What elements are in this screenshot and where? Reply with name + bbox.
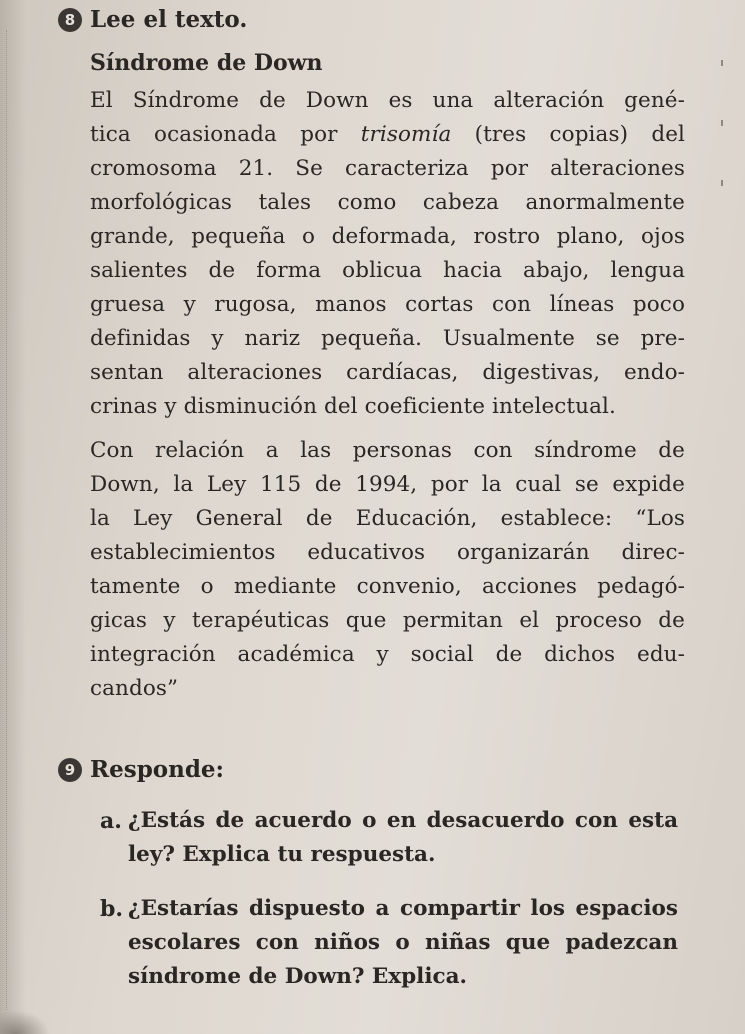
text-line: salientes de forma oblicua hacia abajo, lengua [90, 258, 685, 283]
text-line: sentan alteraciones cardíacas, digestivas, endo- [90, 360, 685, 385]
bottom-corner-shadow [0, 1010, 50, 1034]
question-line: ¿Estás de acuerdo o en desacuerdo con esta [128, 808, 678, 833]
text-line: grande, pequeña o deformada, rostro plano, ojos [90, 224, 685, 249]
text-line: tamente o mediante convenio, acciones pedagó- [90, 574, 685, 599]
edge-mark [721, 60, 723, 66]
emphasized-term: trisomía [360, 122, 452, 147]
question-line: síndrome de Down? Explica. [128, 964, 468, 989]
question-line: ley? Explica tu respuesta. [128, 842, 436, 867]
text-line: gruesa y rugosa, manos cortas con líneas poco [90, 292, 685, 317]
margin-dotted-line [6, 30, 11, 1010]
text-line: gicas y terapéuticas que permitan el proceso de [90, 608, 685, 633]
text-line: integración académica y social de dichos edu- [90, 642, 685, 667]
question-letter: b. [100, 896, 124, 922]
page-gutter-shadow [0, 0, 26, 1034]
question-letter: a. [100, 808, 122, 834]
text-line: la Ley General de Educación, establece: “Los [90, 506, 685, 531]
text-line: definidas y nariz pequeña. Usualmente se pre- [90, 326, 685, 351]
exercise-instruction: Lee el texto. [90, 6, 248, 33]
text-line: tica ocasionada por trisomía (tres copias) del [90, 122, 685, 147]
text-line: Con relación a las personas con síndrome de [90, 438, 685, 463]
question-line: escolares con niños o niñas que padezcan [128, 930, 678, 955]
exercise-instruction: Responde: [90, 756, 225, 783]
article-title: Síndrome de Down [90, 50, 323, 76]
text-line: El Síndrome de Down es una alteración gené- [90, 88, 685, 113]
edge-mark [721, 180, 723, 186]
text-line: establecimientos educativos organizarán direc- [90, 540, 685, 565]
text-line: crinas y disminución del coeficiente intelectual. [90, 394, 616, 419]
question-line: ¿Estarías dispuesto a compartir los espacios [128, 896, 678, 921]
text-line: Down, la Ley 115 de 1994, por la cual se expide [90, 472, 685, 497]
edge-mark [721, 120, 723, 126]
exercise-number-badge: 9 [58, 758, 82, 782]
text-line: cromosoma 21. Se caracteriza por alteraciones [90, 156, 685, 181]
text-line: candos” [90, 676, 179, 701]
exercise-number-badge: 8 [58, 8, 82, 32]
text-line: morfológicas tales como cabeza anormalmente [90, 190, 685, 215]
